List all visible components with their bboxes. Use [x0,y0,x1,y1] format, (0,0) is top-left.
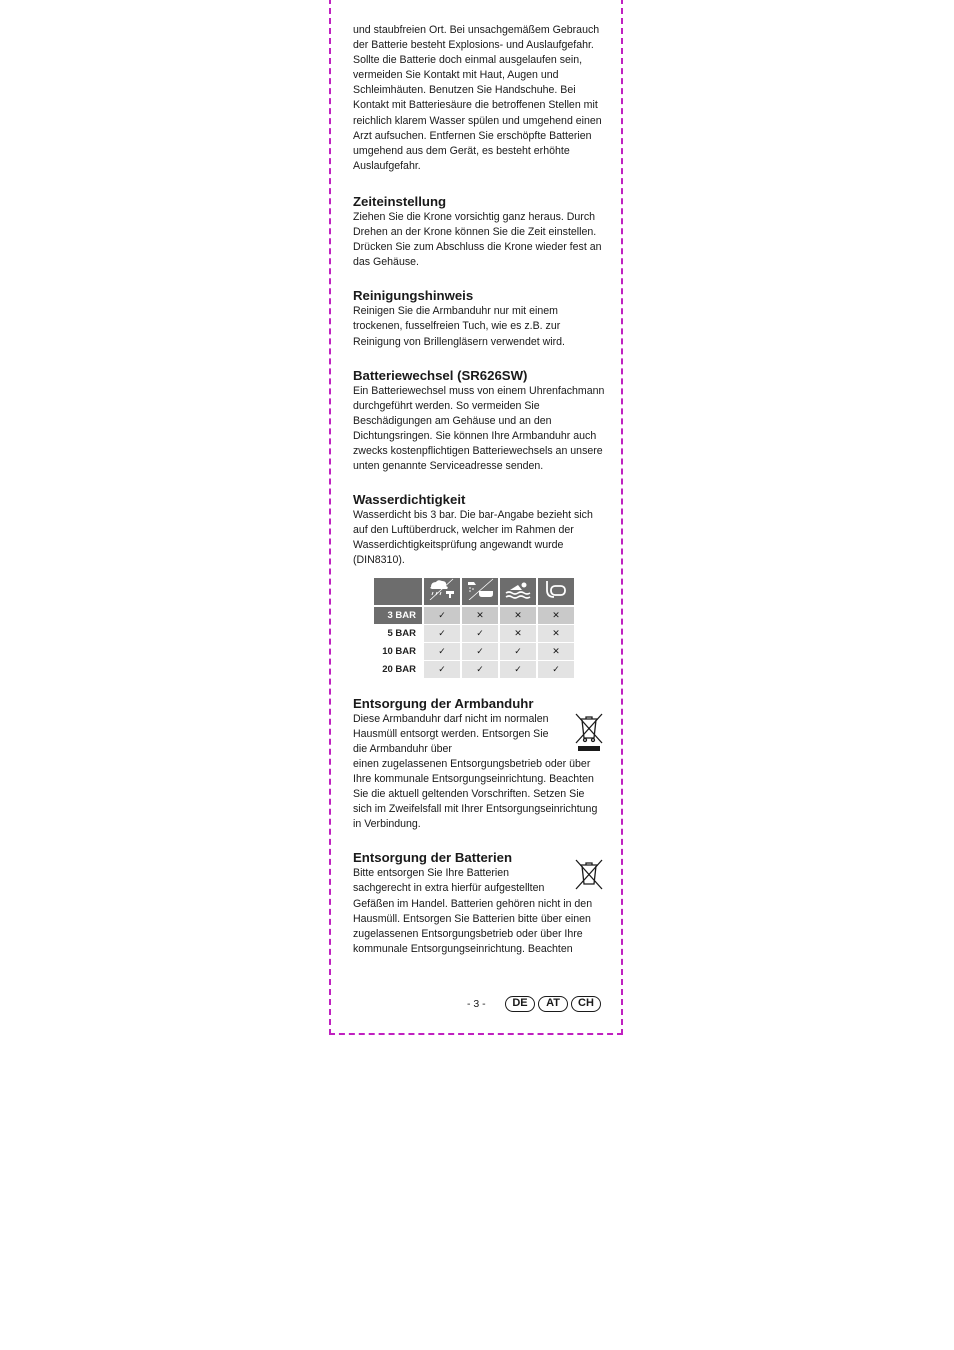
intro-paragraph-2: Sollte die Batterie doch einmal ausgelaufen sein, vermeiden Sie Kontakt mit Haut, Augen und Schleimhäuten. Benutzen Sie Handschuhe. Bei Kontakt mit Batteriesäure die betroffenen Stellen mit reichlich klarem Wasser spülen und umgehend einen Arzt aufsuchen. Entfernen Sie erschöpfte Batterien umgehend aus dem Gerät, es besteht erhöhte Auslaufgefahr. [353,54,602,172]
table-cell: ✓ [462,661,498,679]
table-cell: ✕ [500,607,536,625]
water-resistance-table [372,578,576,679]
table-cell: ✕ [538,643,574,661]
table-cell: ✓ [538,661,574,679]
page-frame [329,0,623,1035]
country-badge-de: DE [505,996,535,1012]
heading-wasserdichtigkeit: Wasserdichtigkeit [353,492,466,508]
body-reinigungshinweis: Reinigen Sie die Armbanduhr nur mit einem trockenen, fusselfreien Tuch, wie es z.B. zur Reinigung von Brillengläsern verwendet wird. [353,305,565,348]
shower-bath-icon [462,578,498,607]
country-badge-at: AT [538,996,568,1012]
table-cell: ✓ [424,661,460,679]
body-wasserdichtigkeit: Wasserdicht bis 3 bar. Die bar-Angabe bezieht sich auf den Luftüberdruck, welcher im Rahmen der Wasserdichtigkeitsprüfung angewandt wurde (DIN8310). [353,509,593,567]
row-label: 3 BAR [374,607,422,625]
snorkel-icon [538,578,574,607]
row-label: 20 BAR [374,661,422,679]
heading-entsorgung-armbanduhr: Entsorgung der Armbanduhr [353,695,534,711]
table-cell: ✓ [424,643,460,661]
table-cell: ✕ [462,607,498,625]
crossed-bin-battery-icon [573,858,605,890]
row-label: 5 BAR [374,625,422,643]
row-label: 10 BAR [374,643,422,661]
body-entsorgung-armbanduhr: Diese Armbanduhr darf nicht im normalen Hausmüll entsorgt werden. Entsorgen Sie die Armbanduhr über einen zugelassenen Entsorgungsbetrieb oder über Ihre kommunale Entsorgungseinrichtung. Beachten Sie die aktuell geltenden Vorschriften. Setzen Sie sich im Zweifelsfall mit Ihrer Entsorgungseinrichtung in Verbindung. [353,712,598,831]
body-entsorgung-batterien: Bitte entsorgen Sie Ihre Batterien sachgerecht in extra hierfür aufgestellten Gefäßen im Handel. Batterien gehören nicht in den Hausmüll. Entsorgen Sie Batterien bitte über einen zugelassenen Entsorgungsbetrieb oder über Ihre kommunale Entsorgungseinrichtung. Beachten [353,867,593,955]
intro-paragraph-1: und staubfreien Ort. Bei unsachgemäßem Gebrauch der Batterie besteht Explosions- und Auslaufgefahr. [353,24,600,52]
page-content [353,23,605,957]
table-row [374,661,574,679]
table-cell: ✓ [500,643,536,661]
heading-zeiteinstellung: Zeiteinstellung [353,193,447,209]
table-cell: ✓ [424,625,460,643]
country-badge-ch: CH [571,996,601,1012]
section-entsorgung-batterien [353,850,605,957]
heading-batteriewechsel: Batteriewechsel (SR626SW) [353,367,528,383]
heading-reinigungshinweis: Reinigungshinweis [353,288,474,304]
table-cell: ✕ [538,625,574,643]
table-row [374,643,574,661]
table-cell: ✕ [500,625,536,643]
page-footer [331,995,625,1015]
heading-entsorgung-batterien: Entsorgung der Batterien [353,850,512,866]
body-batteriewechsel: Ein Batteriewechsel muss von einem Uhrenfachmann durchgeführt werden. So vermeiden Sie Beschädigungen am Gehäuse und an den Dichtungsringen. Sie können Ihre Armbanduhr auch zwecks kostenpflichtigen Batteriewechsels an unsere unten genannte Serviceadresse senden. [353,384,605,473]
table-corner [374,578,422,607]
table-cell: ✓ [462,625,498,643]
table-row [374,607,574,625]
table-icon-row [374,578,574,607]
swimming-icon [500,578,536,607]
crossed-bin-icon [573,711,605,751]
table-row [374,625,574,643]
table-cell: ✓ [462,643,498,661]
table-cell: ✓ [424,607,460,625]
section-entsorgung-armbanduhr [353,696,605,833]
table-cell: ✓ [500,661,536,679]
rain-tap-icon [424,578,460,607]
table-cell: ✕ [538,607,574,625]
page-number: - 3 - [467,998,486,1010]
body-zeiteinstellung: Ziehen Sie die Krone vorsichtig ganz heraus. Durch Drehen an der Krone können Sie die Zeit einstellen. Drücken Sie zum Abschluss die Krone wieder fest an das Gehäuse. [353,210,602,269]
